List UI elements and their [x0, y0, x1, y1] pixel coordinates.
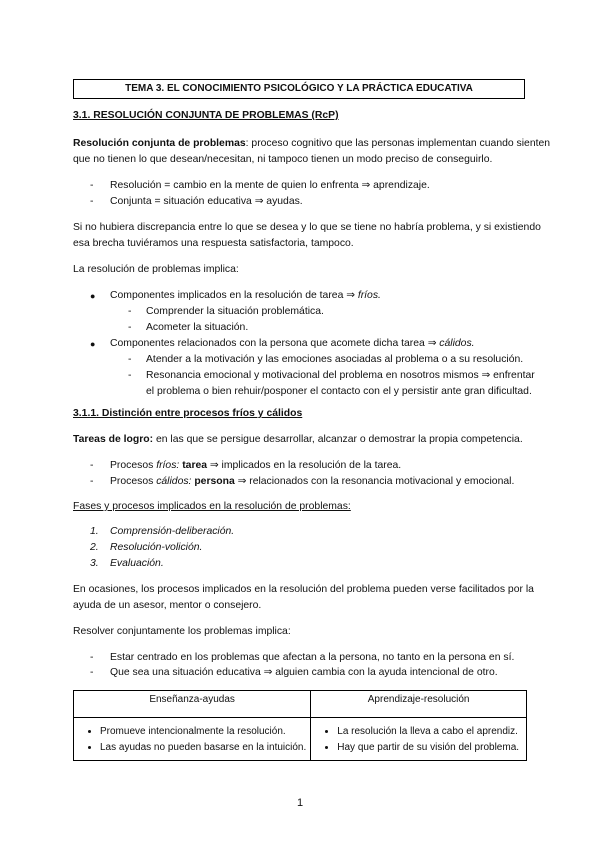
- definition-line-2: que no tienen lo que desean/necesitan, ni tampoco tienen un modo preciso de conseguirlo.: [73, 154, 493, 165]
- sub-list-item: Comprender la situación problemática.: [146, 306, 324, 317]
- component-emphasis: fríos.: [357, 290, 381, 301]
- table-header-learning: Aprendizaje-resolución: [311, 691, 527, 718]
- definition-text: : proceso cognitivo que las personas implementan cuando sienten: [245, 138, 551, 149]
- tareas-line: [73, 432, 523, 448]
- dash-marker: -: [90, 180, 94, 191]
- paragraph: En ocasiones, los procesos implicados en la resolución del problema pueden verse facilitados por la: [73, 584, 534, 595]
- page-title: TEMA 3. EL CONOCIMIENTO PSICOLÓGICO Y LA PRÁCTICA EDUCATIVA: [73, 79, 525, 99]
- procesos-item: [110, 458, 401, 474]
- dash-marker: -: [128, 322, 132, 333]
- procesos-bold: persona: [191, 476, 235, 487]
- dash-marker: -: [90, 652, 94, 663]
- sub-list-item-continuation: el problema o bien rehuir/posponer el contacto con el y persistir ante gran dificultad.: [146, 386, 532, 397]
- fase-number: 1.: [90, 526, 99, 537]
- fases-heading: Fases y procesos implicados en la resolución de problemas:: [73, 501, 351, 512]
- sub-list-item: Acometer la situación.: [146, 322, 249, 333]
- implica-item: Que sea una situación educativa ⇒ alguien cambia con la ayuda intencional de otro.: [110, 667, 498, 678]
- dash-marker: -: [128, 370, 132, 381]
- procesos-pre: Procesos: [110, 460, 157, 471]
- tareas-text: en las que se persigue desarrollar, alcanzar o demostrar la propia competencia.: [153, 434, 523, 445]
- definition-term: Resolución conjunta de problemas: [73, 138, 246, 149]
- table-header-teaching: Enseñanza-ayudas: [74, 691, 311, 718]
- paragraph: Si no hubiera discrepancia entre lo que se desea y lo que se tiene no habría problema, y si existiendo: [73, 222, 541, 233]
- procesos-post: ⇒ relacionados con la resonancia motivacional y emocional.: [234, 476, 515, 487]
- page-number: 1: [296, 797, 304, 809]
- table-header-row: [74, 691, 527, 718]
- teaching-list: [78, 724, 306, 756]
- subsection-heading: 3.1.1. Distinción entre procesos fríos y cálidos: [73, 408, 303, 419]
- dash-marker: -: [90, 196, 94, 207]
- definition-line-1: [73, 136, 550, 152]
- def-list-item: Conjunta = situación educativa ⇒ ayudas.: [110, 196, 303, 207]
- fase-item: Evaluación.: [110, 558, 164, 569]
- comparison-table: [73, 690, 527, 761]
- table-cell-teaching: [74, 718, 311, 761]
- fase-number: 2.: [90, 542, 99, 553]
- procesos-item: [110, 474, 514, 490]
- bullet-marker: ●: [90, 339, 96, 349]
- component-item-cold: [110, 288, 381, 304]
- learning-list: [315, 724, 522, 756]
- procesos-em: cálidos:: [156, 476, 192, 487]
- dash-marker: -: [90, 476, 94, 487]
- procesos-post: ⇒ implicados en la resolución de la tarea.: [207, 460, 402, 471]
- list-item: • Las ayudas no pueden basarse en la intuición.: [100, 740, 306, 756]
- def-list-item: Resolución = cambio en la mente de quien lo enfrenta ⇒ aprendizaje.: [110, 180, 430, 191]
- sub-list-item: Resonancia emocional y motivacional del problema en nosotros mismos ⇒ enfrentar: [146, 370, 535, 381]
- dash-marker: -: [128, 354, 132, 365]
- fase-item: Resolución-volición.: [110, 542, 203, 553]
- list-item: • La resolución la lleva a cabo el aprendiz.: [337, 724, 522, 740]
- fase-number: 3.: [90, 558, 99, 569]
- paragraph: Resolver conjuntamente los problemas implica:: [73, 626, 291, 637]
- component-text: Componentes relacionados con la persona que acomete dicha tarea ⇒: [110, 338, 440, 349]
- dash-marker: -: [128, 306, 132, 317]
- sub-list-item: Atender a la motivación y las emociones asociadas al problema o a su resolución.: [146, 354, 524, 365]
- component-text: Componentes implicados en la resolución de tarea ⇒: [110, 290, 358, 301]
- component-emphasis: cálidos.: [439, 338, 475, 349]
- list-item: • Hay que partir de su visión del problema.: [337, 740, 522, 756]
- table-cell-learning: [311, 718, 527, 761]
- paragraph: ayuda de un asesor, mentor o consejero.: [73, 600, 262, 611]
- section-heading: 3.1. RESOLUCIÓN CONJUNTA DE PROBLEMAS (RcP): [73, 110, 339, 121]
- procesos-bold: tarea: [179, 460, 208, 471]
- dash-marker: -: [90, 667, 94, 678]
- bullet-marker: ●: [90, 291, 96, 301]
- dash-marker: -: [90, 460, 94, 471]
- procesos-pre: Procesos: [110, 476, 157, 487]
- paragraph: esa brecha tuviéramos una respuesta satisfactoria, tampoco.: [73, 238, 354, 249]
- paragraph: La resolución de problemas implica:: [73, 264, 239, 275]
- implica-item: Estar centrado en los problemas que afectan a la persona, no tanto en la persona en sí.: [110, 652, 515, 663]
- component-item-warm: [110, 336, 475, 352]
- table-row: [74, 718, 527, 761]
- procesos-em: fríos:: [156, 460, 180, 471]
- list-item: • Promueve intencionalmente la resolución.: [100, 724, 306, 740]
- fase-item: Comprensión-deliberación.: [110, 526, 235, 537]
- tareas-term: Tareas de logro:: [73, 434, 154, 445]
